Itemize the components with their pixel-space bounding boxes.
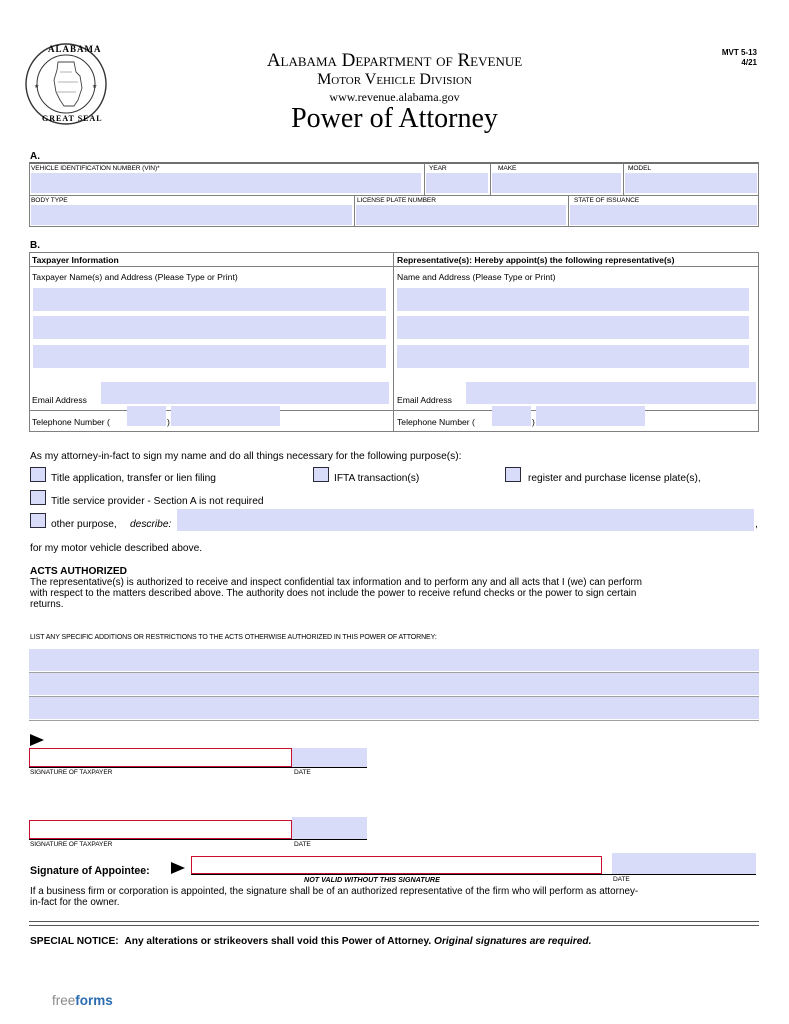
register-checkbox[interactable] bbox=[505, 467, 521, 482]
acts-line-2: with respect to the matters described above. The authority does not include the power to receive refund checks or the power to sign certain bbox=[30, 588, 637, 599]
ifta-checkbox[interactable] bbox=[313, 467, 329, 482]
rep-address-line-2[interactable] bbox=[397, 316, 749, 339]
model-field[interactable] bbox=[625, 173, 757, 193]
business-note-1: If a business firm or corporation is appointed, the signature shall be of an authorized representative of the firm who will perform as attorney- bbox=[30, 886, 639, 897]
business-note-2: in-fact for the owner. bbox=[30, 897, 120, 908]
vehicle-note: for my motor vehicle described above. bbox=[30, 543, 203, 554]
svg-text:★: ★ bbox=[34, 84, 40, 90]
rep-address-line-1[interactable] bbox=[397, 288, 749, 311]
special-notice bbox=[30, 936, 591, 947]
taxpayer-phone-label: Telephone Number ( bbox=[32, 417, 110, 427]
taxpayer-signature-label-1: SIGNATURE OF TAXPAYER bbox=[30, 769, 113, 776]
make-field[interactable] bbox=[492, 173, 621, 193]
seal-text-top: ALABAMA bbox=[48, 44, 102, 54]
state-label: STATE OF ISSUANCE bbox=[574, 197, 640, 204]
title-service-label: Title service provider - Section A is not required bbox=[51, 496, 264, 507]
brand-light: free bbox=[52, 993, 76, 1008]
taxpayer-name-label: Taxpayer Name(s) and Address (Please Type or Print) bbox=[32, 272, 238, 282]
department-name: Alabama Department of Revenue bbox=[266, 50, 523, 71]
form-number: MVT 5-13 bbox=[721, 48, 757, 57]
rep-phone-paren: ) bbox=[532, 417, 535, 427]
rep-email-label: Email Address bbox=[397, 395, 452, 405]
rep-name-label: Name and Address (Please Type or Print) bbox=[397, 272, 556, 282]
not-valid-label: NOT VALID WITHOUT THIS SIGNATURE bbox=[304, 875, 440, 884]
taxpayer-signature-2[interactable] bbox=[29, 820, 292, 839]
vin-label: VEHICLE IDENTIFICATION NUMBER (VIN)* bbox=[31, 165, 160, 172]
website: www.revenue.alabama.gov bbox=[329, 90, 460, 104]
special-notice-text: Any alterations or strikeovers shall void this Power of Attorney. bbox=[124, 936, 432, 947]
appointee-signature[interactable] bbox=[191, 856, 602, 874]
taxpayer-address-line-3[interactable] bbox=[33, 345, 386, 368]
appointee-date-label: DATE bbox=[613, 876, 630, 883]
restrictions-line-2[interactable] bbox=[29, 673, 759, 695]
section-a-heading: A. bbox=[30, 151, 40, 162]
year-field[interactable] bbox=[426, 173, 488, 193]
body-type-label: BODY TYPE bbox=[31, 197, 68, 204]
license-plate-field[interactable] bbox=[356, 205, 566, 225]
svg-text:★: ★ bbox=[92, 84, 98, 90]
other-purpose-checkbox[interactable] bbox=[30, 513, 46, 528]
state-field[interactable] bbox=[570, 205, 757, 225]
special-notice-italic: Original signatures are required. bbox=[434, 936, 592, 947]
taxpayer-signature-1[interactable] bbox=[29, 748, 292, 767]
title-service-checkbox[interactable] bbox=[30, 490, 46, 505]
appointee-arrow-icon bbox=[171, 861, 185, 879]
taxpayer-signature-label-2: SIGNATURE OF TAXPAYER bbox=[30, 841, 113, 848]
taxpayer-phone-field[interactable] bbox=[171, 406, 280, 426]
form-date: 4/21 bbox=[741, 58, 757, 67]
appointee-date[interactable] bbox=[612, 853, 756, 874]
taxpayer-date-label-1: DATE bbox=[294, 769, 311, 776]
title-application-checkbox[interactable] bbox=[30, 467, 46, 482]
other-purpose-label: other purpose, bbox=[51, 519, 117, 530]
taxpayer-address-line-2[interactable] bbox=[33, 316, 386, 339]
restrictions-line-3[interactable] bbox=[29, 697, 759, 719]
trailing-comma: , bbox=[755, 519, 758, 530]
taxpayer-header: Taxpayer Information bbox=[32, 255, 119, 265]
taxpayer-address-line-1[interactable] bbox=[33, 288, 386, 311]
describe-label: describe: bbox=[130, 519, 172, 530]
model-label: MODEL bbox=[628, 165, 651, 172]
taxpayer-date-2[interactable] bbox=[292, 817, 367, 839]
rep-phone-label: Telephone Number ( bbox=[397, 417, 475, 427]
special-notice-label: SPECIAL NOTICE: bbox=[30, 936, 119, 947]
restrictions-label: LIST ANY SPECIFIC ADDITIONS OR RESTRICTIONS TO THE ACTS OTHERWISE AUTHORIZED IN THIS POWER OF ATTORNEY: bbox=[30, 634, 437, 641]
rep-address-line-3[interactable] bbox=[397, 345, 749, 368]
taxpayer-date-label-2: DATE bbox=[294, 841, 311, 848]
acts-line-1: The representative(s) is authorized to receive and inspect confidential tax information and to perform any and all acts that I (we) can perform bbox=[30, 577, 643, 588]
vin-field[interactable] bbox=[31, 173, 421, 193]
license-plate-label: LICENSE PLATE NUMBER bbox=[357, 197, 436, 204]
title-application-label: Title application, transfer or lien filing bbox=[51, 473, 216, 484]
section-b-heading: B. bbox=[30, 240, 40, 251]
rep-phone-field[interactable] bbox=[536, 406, 645, 426]
make-label: MAKE bbox=[498, 165, 517, 172]
acts-line-3: returns. bbox=[30, 599, 64, 610]
taxpayer-email-field[interactable] bbox=[101, 382, 389, 404]
form-title: Power of Attorney bbox=[291, 103, 498, 134]
register-label: register and purchase license plate(s), bbox=[528, 473, 701, 484]
taxpayer-date-1[interactable] bbox=[292, 748, 367, 767]
taxpayer-email-label: Email Address bbox=[32, 395, 87, 405]
body-type-field[interactable] bbox=[31, 205, 352, 225]
acts-heading: ACTS AUTHORIZED bbox=[30, 566, 127, 577]
taxpayer-phone-paren: ) bbox=[167, 417, 170, 427]
appointee-label: Signature of Appointee: bbox=[30, 865, 150, 877]
purposes-intro: As my attorney-in-fact to sign my name and do all things necessary for the following purpose(s): bbox=[30, 451, 462, 462]
seal-text-bottom: GREAT SEAL bbox=[42, 114, 103, 123]
representative-header: Representative(s): Hereby appoint(s) the following representative(s) bbox=[397, 255, 675, 265]
year-label: YEAR bbox=[429, 165, 447, 172]
brand-bold: forms bbox=[75, 993, 113, 1008]
division-name: Motor Vehicle Division bbox=[317, 71, 472, 88]
other-purpose-field[interactable] bbox=[177, 509, 754, 531]
rep-email-field[interactable] bbox=[466, 382, 756, 404]
ifta-label: IFTA transaction(s) bbox=[334, 473, 420, 484]
rep-area-code-field[interactable] bbox=[492, 406, 531, 426]
taxpayer-area-code-field[interactable] bbox=[127, 406, 166, 426]
freeforms-logo[interactable] bbox=[52, 993, 113, 1008]
restrictions-line-1[interactable] bbox=[29, 649, 759, 671]
